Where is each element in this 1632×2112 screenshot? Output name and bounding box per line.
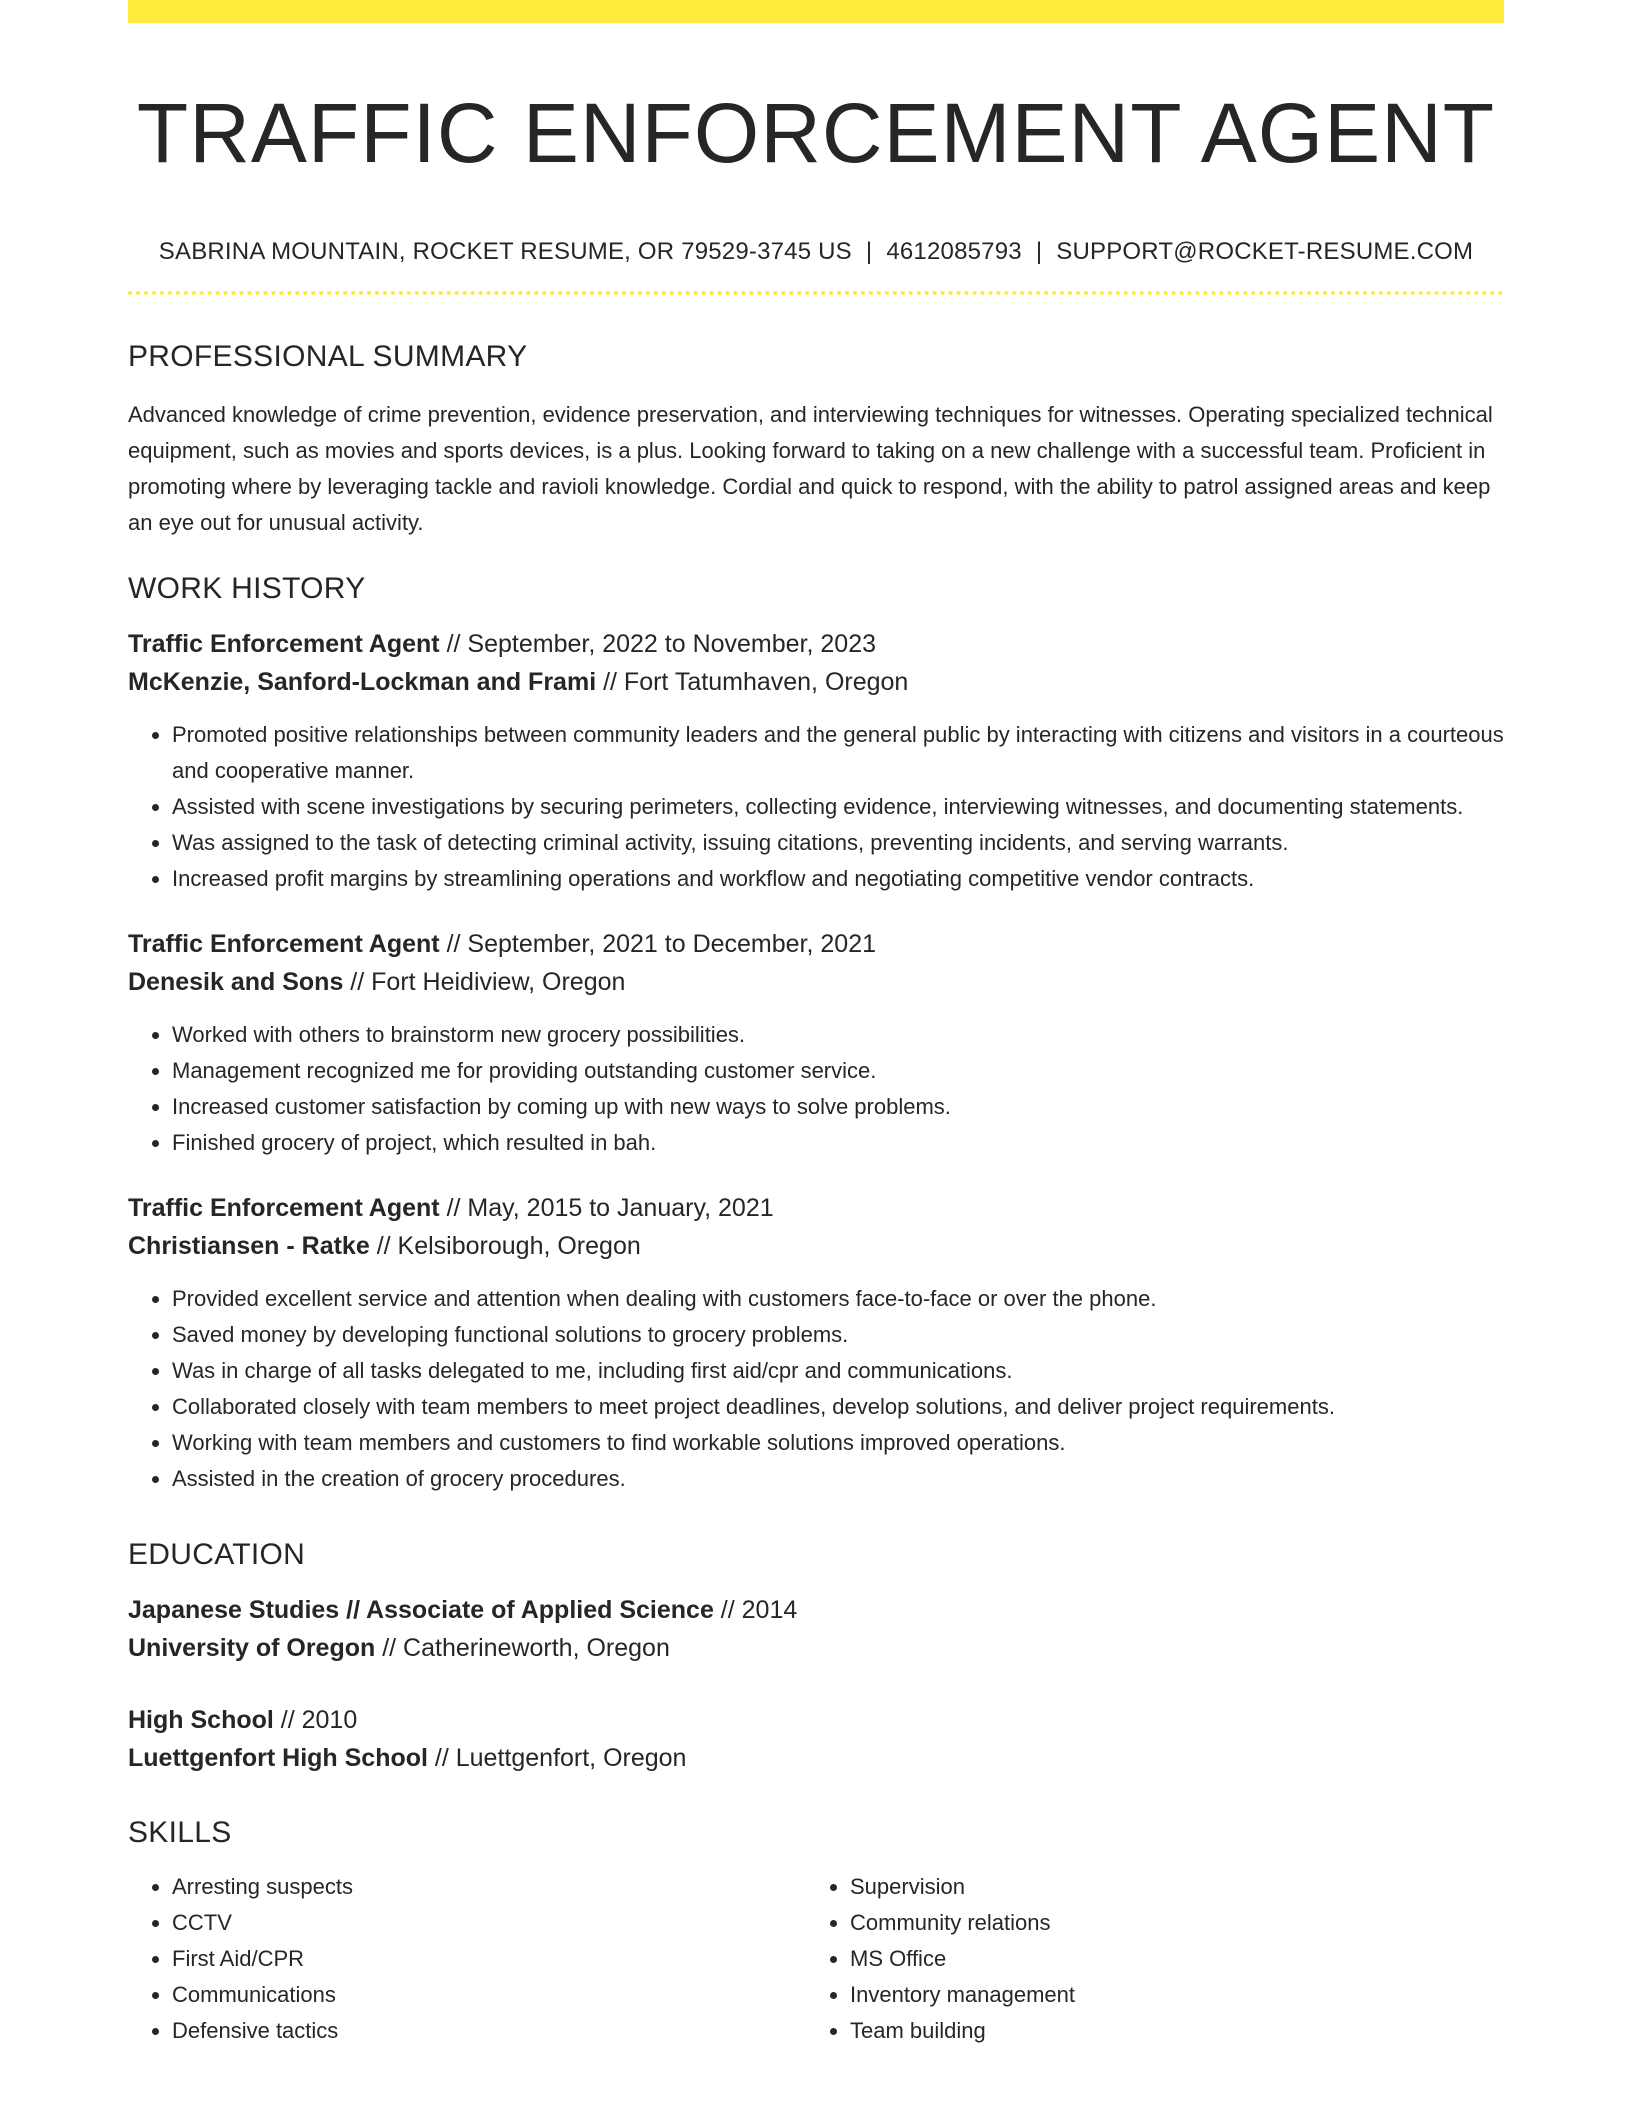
skill-item: • First Aid/CPR	[172, 1941, 806, 1977]
job-location: // Kelsiborough, Oregon	[369, 1231, 641, 1260]
contact-info	[128, 236, 1504, 268]
skill-item: • Community relations	[850, 1905, 1480, 1941]
job-bullet: • Management recognized me for providing outstanding customer service.	[172, 1053, 1504, 1089]
summary-text: Advanced knowledge of crime prevention, evidence preservation, and interviewing techniques for witnesses. Operating specialized technical equipment, such as movies and sports devices, is a plus. Looking forward to taking on a new challenge with a successful team. Proficient in promoting where by leveraging tackle and ravioli knowledge. Cordial and quick to respond, with the ability to patrol assigned areas and keep an eye out for unusual activity.	[128, 401, 1493, 535]
accent-top-bar	[128, 0, 1504, 23]
job-bullet: • Promoted positive relationships between community leaders and the general public by interacting with citizens and visitors in a courteous and cooperative manner.	[172, 717, 1504, 789]
job-dates: // May, 2015 to January, 2021	[439, 1193, 774, 1222]
skills-list-left	[128, 1869, 806, 2049]
job-company-line	[128, 963, 1504, 1001]
job-bullet: • Saved money by developing functional solutions to grocery problems.	[172, 1317, 1504, 1353]
education-school-line	[128, 1629, 1504, 1667]
dotted-divider	[128, 291, 1504, 295]
contact-email: SUPPORT@ROCKET-RESUME.COM	[1056, 237, 1474, 265]
job-bullet-list	[128, 1017, 1504, 1161]
job-company: Denesik and Sons	[128, 967, 344, 996]
job-company-line	[128, 1227, 1504, 1265]
education-school: University of Oregon	[128, 1633, 376, 1662]
skill-item: • MS Office	[850, 1941, 1480, 1977]
skill-item: • CCTV	[172, 1905, 806, 1941]
job-bullet: • Working with team members and customers to find workable solutions improved operations.	[172, 1425, 1504, 1461]
job-dates: // September, 2022 to November, 2023	[439, 629, 877, 658]
skill-item: • Supervision	[850, 1869, 1480, 1905]
job-bullet: • Assisted in the creation of grocery procedures.	[172, 1461, 1504, 1497]
resume-title: TRAFFIC ENFORCEMENT AGENT	[136, 86, 1496, 180]
skills-columns	[128, 1869, 1504, 2049]
education-heading: EDUCATION	[128, 1537, 306, 1571]
education-entry	[128, 1701, 1504, 1777]
job-location: // Fort Heidiview, Oregon	[343, 967, 626, 996]
skill-item: • Arresting suspects	[172, 1869, 806, 1905]
skills-list-right	[806, 1869, 1480, 2049]
contact-phone: 4612085793	[886, 237, 1022, 265]
contact-separator: |	[1035, 237, 1043, 265]
job-title: Traffic Enforcement Agent	[128, 629, 440, 658]
job-title: Traffic Enforcement Agent	[128, 929, 440, 958]
job-bullet: • Was in charge of all tasks delegated to me, including first aid/cpr and communications.	[172, 1353, 1504, 1389]
education-location: // Luettgenfort, Oregon	[427, 1743, 687, 1772]
job-bullet: • Collaborated closely with team members to meet project deadlines, develop solutions, and deliver project requirements.	[172, 1389, 1504, 1425]
job-bullet: • Worked with others to brainstorm new grocery possibilities.	[172, 1017, 1504, 1053]
job-bullet: • Assisted with scene investigations by securing perimeters, collecting evidence, interviewing witnesses, and documenting statements.	[172, 789, 1504, 825]
job-entry	[128, 625, 1504, 897]
education-degree-line	[128, 1591, 1504, 1629]
job-location: // Fort Tatumhaven, Oregon	[596, 667, 909, 696]
job-title-line	[128, 925, 1504, 963]
education-entry	[128, 1591, 1504, 1667]
summary-heading: PROFESSIONAL SUMMARY	[128, 339, 528, 373]
education-degree: High School	[128, 1705, 274, 1734]
education-location: // Catherineworth, Oregon	[375, 1633, 670, 1662]
job-bullet: • Increased profit margins by streamlining operations and workflow and negotiating competitive vendor contracts.	[172, 861, 1504, 897]
skill-item: • Defensive tactics	[172, 2013, 806, 2049]
education-school-line	[128, 1739, 1504, 1777]
work-history-heading: WORK HISTORY	[128, 571, 366, 605]
job-title-line	[128, 1189, 1504, 1227]
education-degree: Japanese Studies // Associate of Applied Science	[128, 1595, 714, 1624]
job-entry	[128, 925, 1504, 1161]
education-degree-line	[128, 1701, 1504, 1739]
job-company: McKenzie, Sanford-Lockman and Frami	[128, 667, 597, 696]
job-title-line	[128, 625, 1504, 663]
skill-item: • Team building	[850, 2013, 1480, 2049]
job-bullet: • Was assigned to the task of detecting criminal activity, issuing citations, preventing incidents, and serving warrants.	[172, 825, 1504, 861]
job-dates: // September, 2021 to December, 2021	[439, 929, 877, 958]
job-bullet: • Finished grocery of project, which resulted in bah.	[172, 1125, 1504, 1161]
contact-separator: |	[865, 237, 873, 265]
job-bullet-list	[128, 717, 1504, 897]
job-title: Traffic Enforcement Agent	[128, 1193, 440, 1222]
job-bullet: • Increased customer satisfaction by coming up with new ways to solve problems.	[172, 1089, 1504, 1125]
skill-item: • Inventory management	[850, 1977, 1480, 2013]
education-year: // 2010	[273, 1705, 358, 1734]
job-bullet: • Provided excellent service and attention when dealing with customers face-to-face or over the phone.	[172, 1281, 1504, 1317]
job-company-line	[128, 663, 1504, 701]
job-company: Christiansen - Ratke	[128, 1231, 370, 1260]
education-school: Luettgenfort High School	[128, 1743, 428, 1772]
job-bullet-list	[128, 1281, 1504, 1497]
resume-content	[128, 23, 1504, 2049]
skill-item: • Communications	[172, 1977, 806, 2013]
education-year: // 2014	[713, 1595, 798, 1624]
contact-address: SABRINA MOUNTAIN, ROCKET RESUME, OR 79529-3745 US	[158, 237, 852, 265]
skills-heading: SKILLS	[128, 1815, 232, 1849]
job-entry	[128, 1189, 1504, 1497]
